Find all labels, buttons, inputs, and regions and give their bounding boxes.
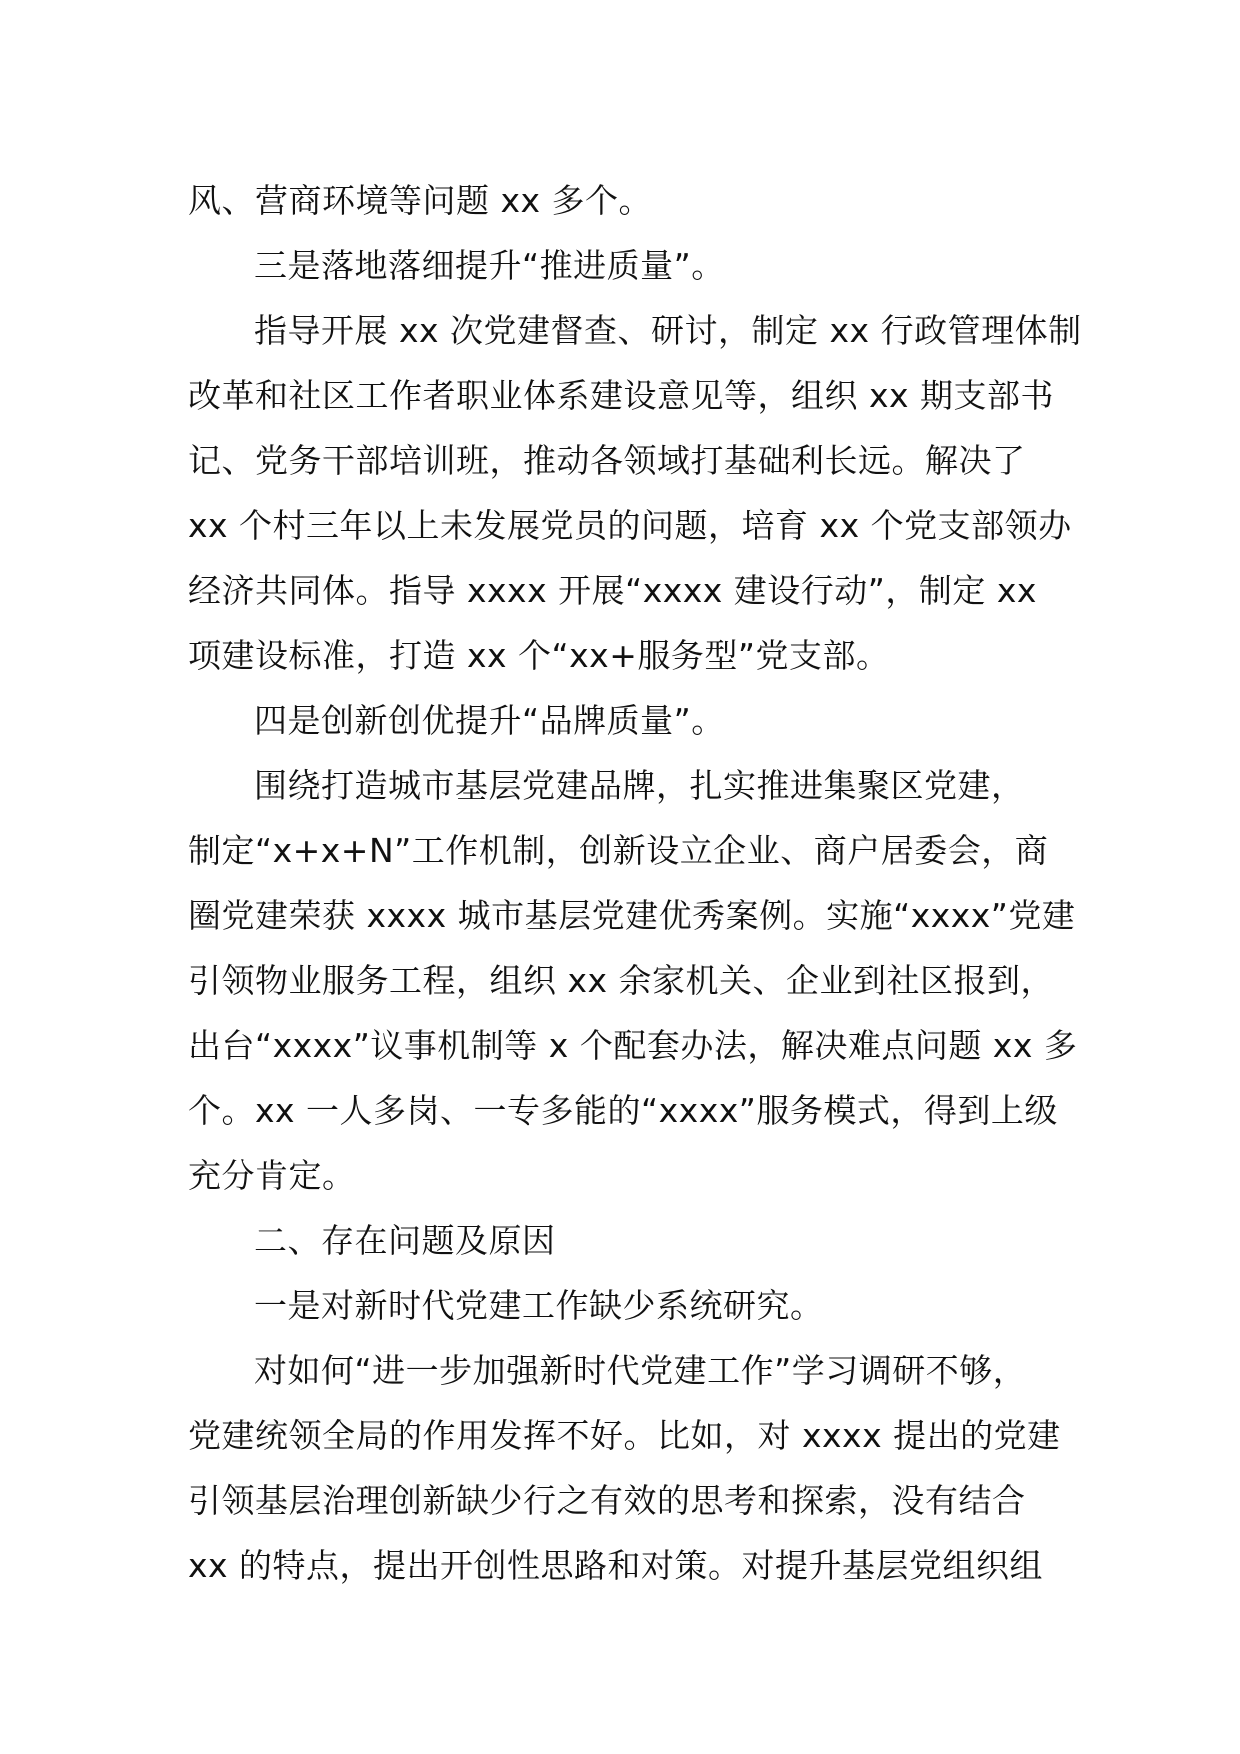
text-line: 记、党务干部培训班，推动各领域打基础利长远。解决了 [188,441,1026,480]
text-line: 经济共同体。指导 xxxx 开展“xxxx 建设行动”，制定 xx [188,571,1037,610]
section-heading: 一是对新时代党建工作缺少系统研究。 [254,1286,824,1325]
text-line: 引领基层治理创新缺少行之有效的思考和探索，没有结合 [188,1481,1026,1520]
text-line: 项建设标准，打造 xx 个“xx+服务型”党支部。 [188,636,890,675]
text-line: 风、营商环境等问题 xx 多个。 [188,181,653,220]
chapter-heading: 二、存在问题及原因 [254,1221,556,1260]
text-line: 对如何“进一步加强新时代党建工作”学习调研不够， [254,1351,1027,1390]
text-line: xx 的特点，提出开创性思路和对策。对提升基层党组织组 [188,1546,1044,1585]
text-line: 围绕打造城市基层党建品牌，扎实推进集聚区党建， [254,766,1025,805]
text-line: xx 个村三年以上未发展党员的问题，培育 xx 个党支部领办 [188,506,1072,545]
text-line: 充分肯定。 [188,1156,356,1195]
text-line: 引领物业服务工程，组织 xx 余家机关、企业到社区报到， [188,961,1055,1000]
text-line: 改革和社区工作者职业体系建设意见等，组织 xx 期支部书 [188,376,1055,415]
text-line: 圈党建荣获 xxxx 城市基层党建优秀案例。实施“xxxx”党建 [188,896,1076,935]
section-heading: 三是落地落细提升“推进质量”。 [254,246,725,285]
document-body [188,168,1082,1598]
text-line: 个。xx 一人多岗、一专多能的“xxxx”服务模式，得到上级 [188,1091,1058,1130]
text-line: 党建统领全局的作用发挥不好。比如，对 xxxx 提出的党建 [188,1416,1061,1455]
text-line: 出台“xxxx”议事机制等 x 个配套办法，解决难点问题 xx 多 [188,1026,1078,1065]
section-heading: 四是创新创优提升“品牌质量”。 [254,701,725,740]
text-line: 指导开展 xx 次党建督查、研讨，制定 xx 行政管理体制 [254,311,1082,350]
text-line: 制定“x+x+N”工作机制，创新设立企业、商户居委会，商 [188,831,1049,870]
